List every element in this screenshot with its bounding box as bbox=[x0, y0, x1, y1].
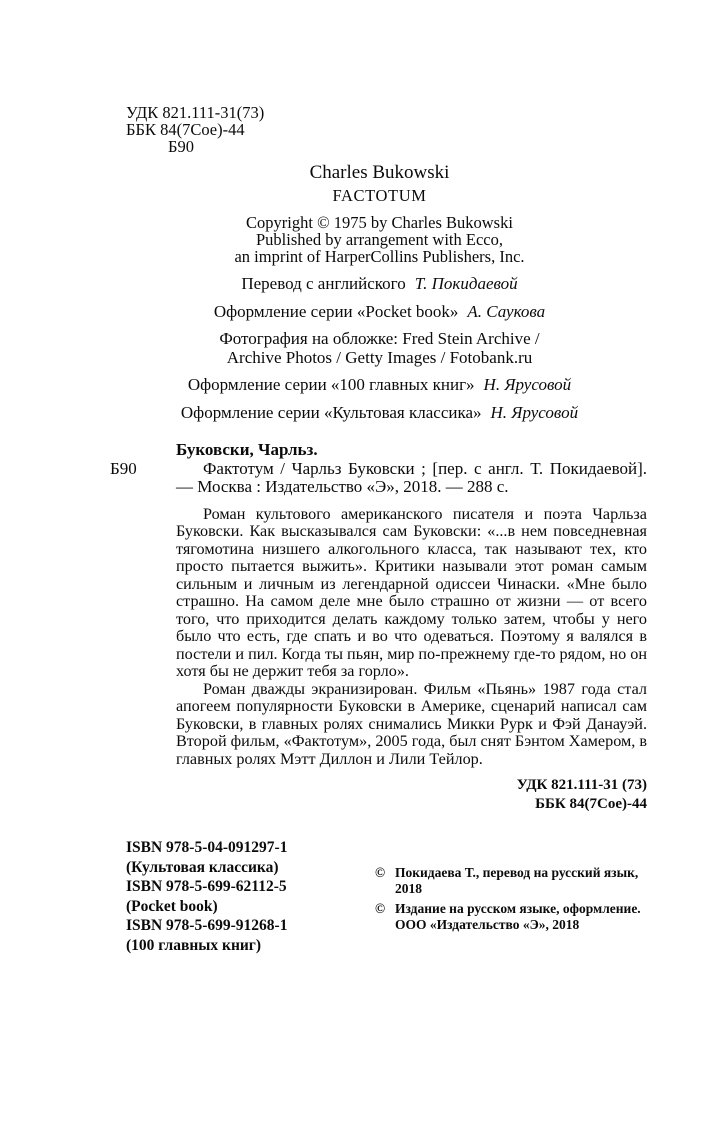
cover-photo-credit-line-1 bbox=[112, 330, 647, 348]
isbn-number: ISBN 978-5-04-091297-1 bbox=[126, 839, 288, 856]
udk-code-bottom: УДК 821.111-31 (73) bbox=[516, 777, 647, 793]
series-design-credit-pocket-book bbox=[112, 303, 647, 321]
series-design-credit-cult-classic bbox=[112, 404, 647, 422]
annotation-block bbox=[176, 506, 647, 769]
credits-block bbox=[112, 275, 647, 421]
rights-entry-edition bbox=[375, 901, 647, 932]
isbn-number: ISBN 978-5-699-62112-5 bbox=[126, 878, 287, 895]
copyright-line: Copyright © 1975 by Charles Bukowski bbox=[246, 213, 513, 232]
series-design-credit-100-books bbox=[112, 376, 647, 394]
classification-codes-top bbox=[126, 104, 647, 155]
translation-credit bbox=[112, 275, 647, 293]
original-author: Charles Bukowski bbox=[309, 162, 450, 183]
bbk-code-top: ББК 84(7Сое)-44 bbox=[126, 120, 245, 139]
credit-label: Перевод с английского bbox=[241, 274, 406, 293]
isbn-number: ISBN 978-5-699-91268-1 bbox=[126, 917, 288, 934]
copyright-symbol: © bbox=[375, 901, 386, 916]
rights-text: Покидаева Т., перевод на русский язык, 2018 bbox=[395, 865, 639, 896]
credit-name: Н. Ярусовой bbox=[490, 402, 579, 422]
original-copyright-block bbox=[112, 214, 647, 265]
bbk-code-bottom: ББК 84(7Сое)-44 bbox=[535, 796, 647, 812]
catalog-card bbox=[110, 440, 647, 497]
cover-photo-credit-line-2 bbox=[112, 349, 647, 367]
classification-codes-bottom bbox=[112, 776, 647, 814]
rights-text: Издание на русском языке, оформление. ООО «Издательство «Э», 2018 bbox=[395, 901, 641, 932]
copyright-symbol: © bbox=[375, 865, 386, 880]
author-sign-top: Б90 bbox=[168, 137, 194, 156]
credit-name: А. Саукова bbox=[467, 301, 546, 321]
credit-label: Оформление серии «Культовая классика» bbox=[180, 402, 482, 422]
catalog-author-sign: Б90 bbox=[110, 458, 137, 478]
original-title: FACTOTUM bbox=[332, 186, 427, 205]
copyright-line: Published by arrangement with Ecco, bbox=[256, 230, 503, 249]
rights-block bbox=[375, 865, 647, 955]
isbn-series: (Pocket book) bbox=[126, 897, 218, 915]
credit-name: Н. Ярусовой bbox=[483, 375, 572, 394]
rights-entry-translation bbox=[375, 865, 647, 896]
annotation-paragraph-2: Роман дважды экранизирован. Фильм «Пьянь» 1987 года стал апогеем популярности Буковски в Америке, сценарий написал сам Буковски, в главных ролях снимались Микки Рурк и Фэй Данауэй. Второй фильм, «Фактотум», 2005 года, был снят Бэнтом Хамером, в главных ролях Мэтт Диллон и Лили Тейлор. bbox=[176, 679, 647, 768]
credit-label: Оформление серии «Pocket book» bbox=[213, 301, 459, 321]
copyright-line: an imprint of HarperCollins Publishers, Inc. bbox=[234, 247, 525, 266]
isbn-series: (100 главных книг) bbox=[126, 936, 262, 954]
credit-label: Оформление серии «100 главных книг» bbox=[187, 375, 475, 394]
isbn-block bbox=[126, 838, 287, 955]
isbn-series: (Культовая классика) bbox=[126, 858, 279, 876]
annotation-paragraph-1: Роман культового американского писателя и поэта Чарльза Буковски. Как высказывался сам Буковски: «...в нем повседневная тягомотина низшего алкогольного класса, так называют тех, кто просто пытается выжить». Критики называли этот роман самым сильным и личным из легендарной одиссеи Чинаски. «Мне было страшно. На самом деле мне было страшно от жизни — от всего того, что приходится делать каждому только затем, чтобы у него было что есть, где спать и во что одеваться. Поэтому я валялся в постели и пил. Когда ты пьян, мир по-прежнему где-то рядом, но он хотя бы не держит тебя за горло». bbox=[176, 504, 647, 680]
catalog-heading: Буковски, Чарльз. bbox=[176, 440, 318, 459]
credit-label: Фотография на обложке: Fred Stein Archive / bbox=[219, 329, 540, 348]
credit-name: Т. Покидаевой bbox=[414, 274, 518, 293]
udk-code-top: УДК 821.111-31(73) bbox=[126, 103, 265, 122]
credit-label: Archive Photos / Getty Images / Fotobank.ru bbox=[226, 347, 533, 367]
isbn-and-rights-row bbox=[112, 838, 647, 955]
catalog-entry: Фактотум / Чарльз Буковски ; [пер. с англ. Т. Покидаевой]. — Москва : Издательство «Э», 2018. — 288 с. bbox=[176, 458, 647, 496]
